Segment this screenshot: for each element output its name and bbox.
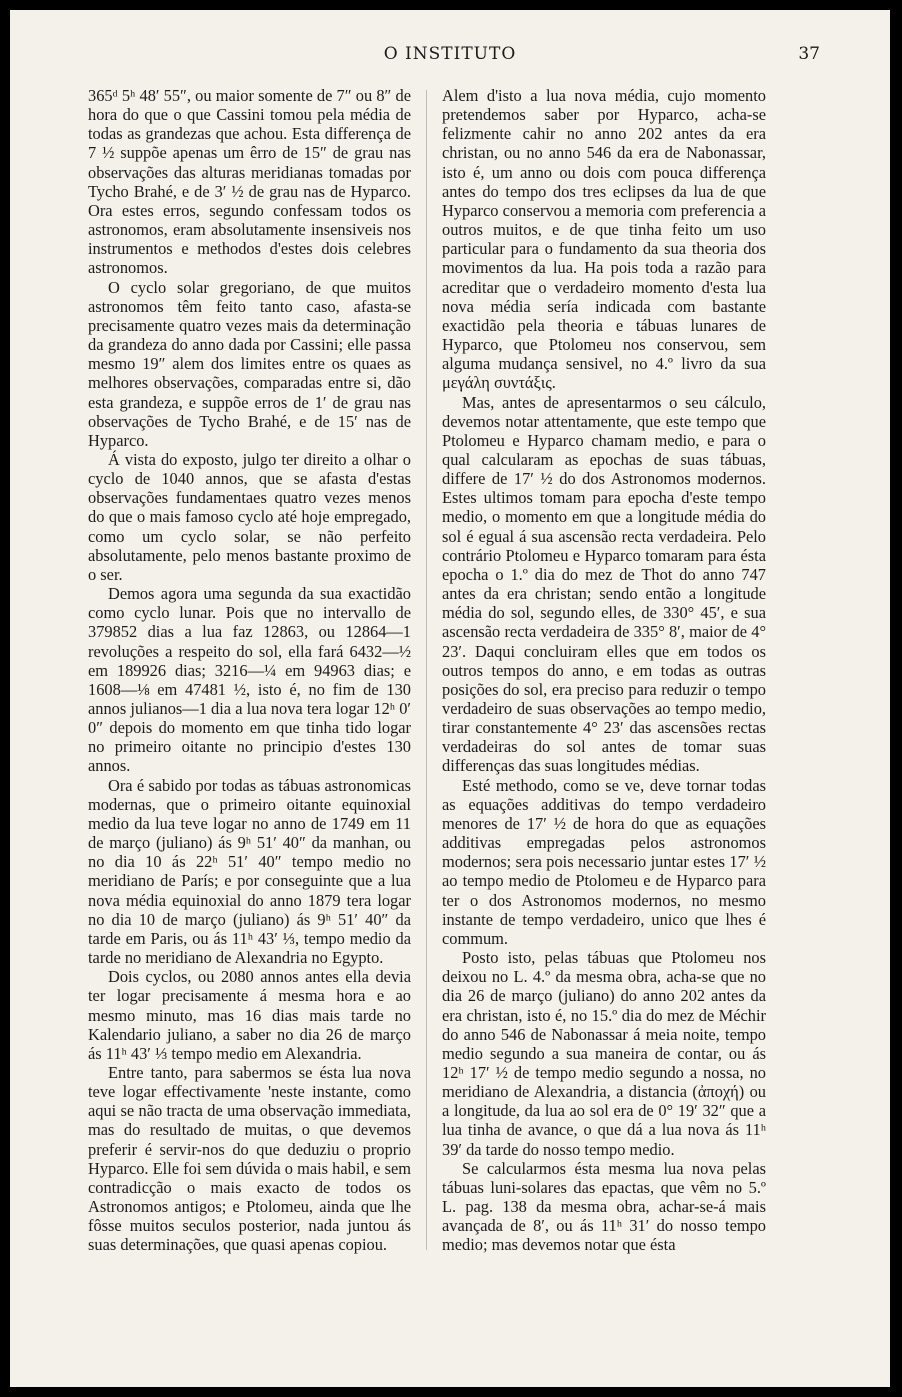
paragraph: Entre tanto, para sabermos se ésta lua nova teve logar effectivamente 'neste instante, como aqui se não tracta de uma observação immediata, mas do resultado de muitas, o que devemos preferir é servir-nos do que deduziu o proprio Hyparco. Elle foi sem dúvida o mais habil, e sem contradicção o mais exacto de todos os Astronomos antigos; e Ptolomeu, ainda que lhe fôsse muitos seculos posterior, nada juntou ás suas determinações, que quasi apenas copiou. bbox=[88, 1062, 411, 1255]
paragraph: 365ᵈ 5ʰ 48′ 55″, ou maior somente de 7″ ou 8″ de hora do que o que Cassini tomou pela média de todas as grandezas que achou. Esta differença de 7 ½ suppõe apenas um êrro de 15″ de grau nas observações das alturas meridianas tomadas por Tycho Brahé, e de 3′ ½ de grau nas de Hyparco. Ora estes erros, segundo confessam todos os astronomos, eram absolutamente insensiveis nos instrumentos e methodos d'estes dois celebres astronomos. bbox=[88, 86, 411, 278]
paragraph: Se calcularmos ésta mesma lua nova pelas tábuas luni-solares das epactas, que vêm no 5.º L. pag. 138 da mesma obra, achar-se-á mais avançada de 8′, ou ás 11ʰ 31′ do nosso tempo medio; mas devemos notar que ésta bbox=[442, 1158, 766, 1255]
paragraph: Demos agora uma segunda da sua exactidão como cyclo lunar. Pois que no intervallo de 379852 dias a lua faz 12863, ou 12864—1 revoluções a respeito do sol, ella fará 6432—½ em 189926 dias; 3216—¼ em 94963 dias; e 1608—⅛ em 47481 ½, isto é, no fim de 130 annos julianos—1 dia a lua nova tera logar 12ʰ 0′ 0″ depois do momento em que tinha tido logar no primeiro oitante no principio d'estes 130 annos. bbox=[88, 584, 411, 776]
paragraph: Mas, antes de apresentarmos o seu cálculo, devemos notar attentamente, que este tempo que Ptolomeu e Hyparco chamam medio, e para o qual calcularam as epochas de suas tábuas, differe de 17′ ½ do dos Astronomos modernos. Estes ultimos tomam para epocha d'este tempo medio, o momento em que a longitude média do sol é egual á sua ascensão recta verdadeira. Pelo contrário Ptolomeu e Hyparco tomaram para ésta epocha o 1.º dia do mez de Thot do anno 747 antes da era christan; sendo então a longitude média do sol, segundo elles, de 330° 45′, e sua ascensão recta verdadeira de 335° 8′, maior de 4° 23′. Daqui concluiram elles que em todos os outros tempos do anno, e em todas as outras posições do sol, era preciso para reduzir o tempo verdadeiro de suas observações ao tempo medio, tirar constantemente 4° 23′ das ascensões rectas verdadeiras do sol antes de tomar suas differenças das suas longitudes médias. bbox=[442, 392, 766, 776]
column-divider bbox=[426, 90, 427, 1250]
paragraph: Esté methodo, como se ve, deve tornar todas as equações additivas do tempo verdadeiro menores de 17′ ½ de hora do que as equações additivas empregadas pelos astronomos modernos; sera pois necessario juntar estes 17′ ½ ao tempo medio de Ptolomeu e de Hyparco para ter o dos Astronomos modernos, no mesmo instante de tempo verdadeiro, unico que lhes é commum. bbox=[442, 775, 766, 948]
paragraph: Á vista do exposto, julgo ter direito a olhar o cyclo de 1040 annos, que se afasta d'estas observações fundamentaes quatro vezes menos do que o mais famoso cyclo até hoje empregado, como um cyclo solar, se não perfeito absolutamente, pelo menos bastante proximo de o ser. bbox=[88, 449, 411, 584]
paragraph: O cyclo solar gregoriano, de que muitos astronomos têm feito tanto caso, afasta-se precisamente quatro vezes mais da determinação da grandeza do anno dada por Cassini; elle passa mesmo 19″ alem dos limites entre os quaes as melhores observações, comparadas entre si, dão esta grandeza, e suppõe erros de 1′ de grau nas observações de Tycho Brahé, e de 15′ nas de Hyparco. bbox=[88, 277, 411, 450]
paragraph: Alem d'isto a lua nova média, cujo momento pretendemos saber por Hyparco, acha-se felizmente cahir no anno 202 antes da era christan, ou no anno 546 da era de Nabonassar, isto é, um anno ou dois com pouca differença antes do tempo dos tres eclipses da lua de que Hyparco conservou a memoria com preferencia a outros muitos, e de que tinha feito um uso particular para o fundamento da sua theoria dos movimentos da lua. Ha pois toda a razão para acreditar que o verdadeiro momento d'esta lua nova média sería indicada com bastante exactidão pela theoria e tábuas lunares de Hyparco, que Ptolomeu nos conservou, sem alguma mudança sensivel, no 4.º livro da sua μεγάλη συντάξις. bbox=[442, 86, 766, 393]
right-column bbox=[442, 86, 766, 1255]
paragraph: Posto isto, pelas tábuas que Ptolomeu nos deixou no L. 4.º da mesma obra, acha-se que no dia 26 de março (juliano) do anno 202 antes da era christan, isto é, no 15.º dia do mez de Méchir do anno 546 de Nabonassar á meia noite, tempo medio segundo a sua maneira de contar, ou ás 12ʰ 17′ ½ de tempo medio segundo a nossa, no meridiano de Alexandria, a distancia (ἀποχή) ou a longitude, da lua ao sol era de 0° 19′ 32″ que a lua tinha de avance, o que dá a lua nova ás 11ʰ 39′ da tarde do nosso tempo medio. bbox=[442, 948, 766, 1159]
paragraph: Ora é sabido por todas as tábuas astronomicas modernas, que o primeiro oitante equinoxial medio da lua teve logar no anno de 1749 em 11 de março (juliano) ás 9ʰ 51′ 40″ da manhan, ou no dia 10 ás 22ʰ 51′ 40″ tempo medio no meridiano de París; e por conseguinte que a lua nova média equinoxial do anno 1879 tera logar no dia 10 de março (juliano) ás 9ʰ 51′ 40″ da tarde em Paris, ou ás 11ʰ 43′ ⅓, tempo medio da tarde no meridiano de Alexandria no Egypto. bbox=[88, 775, 411, 968]
document-page bbox=[10, 10, 890, 1387]
running-header bbox=[10, 44, 890, 74]
page-number: 37 bbox=[798, 44, 820, 64]
left-column bbox=[88, 86, 411, 1255]
paragraph: Dois cyclos, ou 2080 annos antes ella devia ter logar precisamente á mesma hora e ao mesmo minuto, mas 16 dias mais tarde no Kalendario juliano, a saber no dia 26 de março ás 11ʰ 43′ ⅓ tempo medio em Alexandria. bbox=[88, 967, 411, 1063]
running-title: O INSTITUTO bbox=[383, 44, 517, 64]
